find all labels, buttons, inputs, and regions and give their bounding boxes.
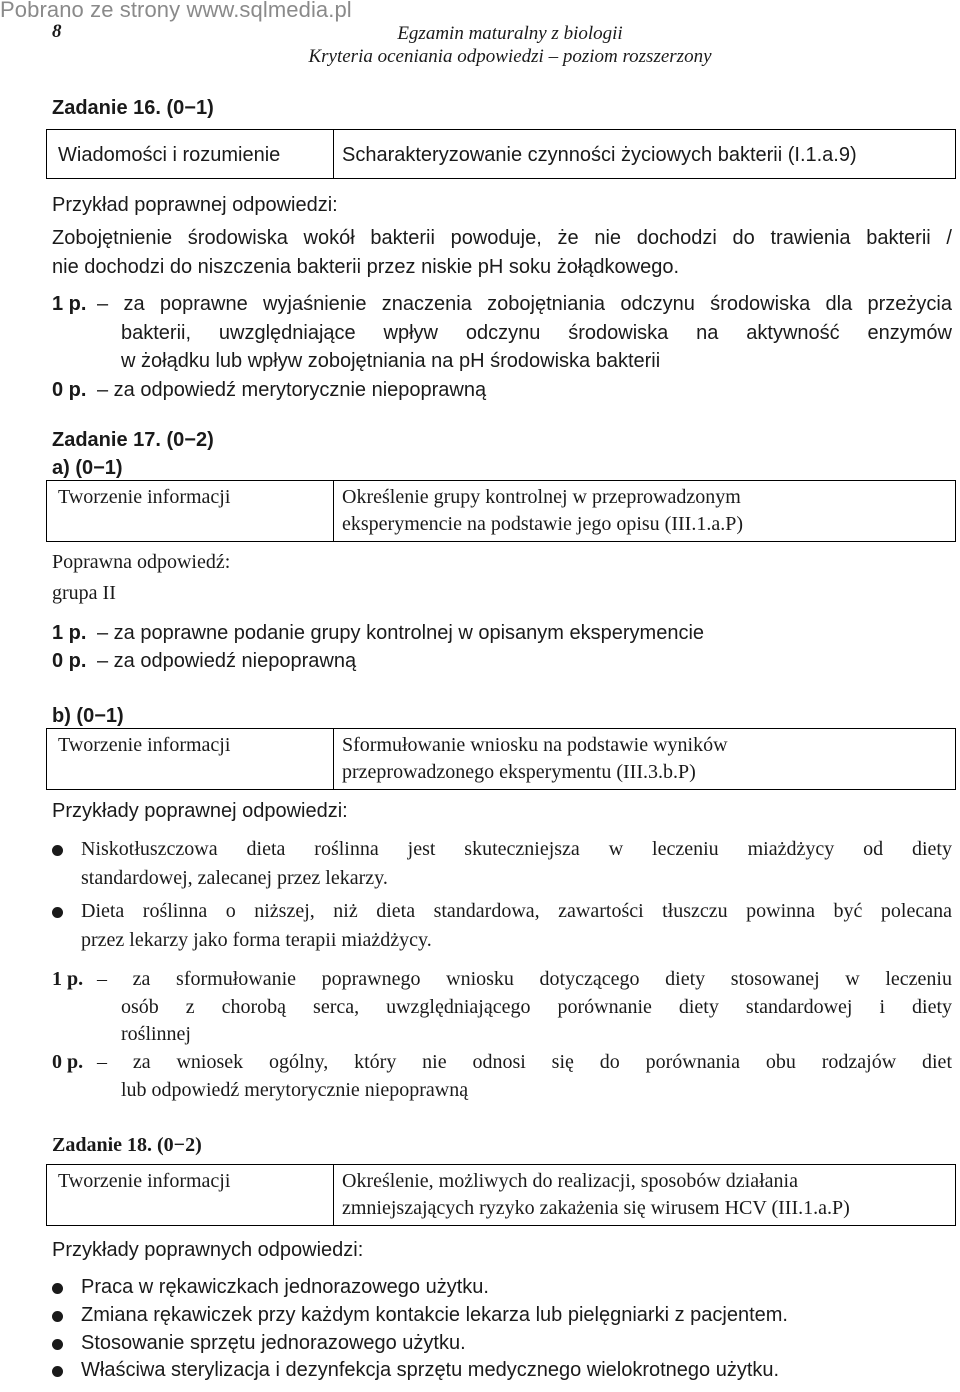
task-17b-requirement-line-2: przeprowadzonego eksperymentu (III.3.b.P): [342, 761, 696, 783]
task-17b-points-0-label: 0 p.: [52, 1051, 84, 1073]
task-17a-title: a) (0−1): [52, 457, 123, 479]
task-16-points-1-line-1: – za poprawne wyjaśnienie znaczenia zobojętniania odczynu środowiska dla przeżycia: [97, 293, 952, 315]
table-divider: [333, 129, 334, 179]
task-17b-examples-label: Przykłady poprawnej odpowiedzi:: [52, 800, 348, 822]
task-17b-points-1-label: 1 p.: [52, 968, 84, 990]
header-title: Egzamin maturalny z biologii: [397, 23, 623, 44]
task-17a-requirement-line-2: eksperymencie na podstawie jego opisu (III.1.a.P): [342, 513, 743, 535]
bullet-icon: [52, 1366, 63, 1377]
bullet-icon: [52, 907, 63, 918]
task-17b-points-1-line-2: osób z chorobą serca, uwzględniającego porównanie diety standardowej i diety: [121, 996, 952, 1018]
watermark: Pobrano ze strony www.sqlmedia.pl: [0, 0, 352, 22]
task-17b-points-1-line-3: roślinnej: [121, 1023, 191, 1045]
task-18-example-3: Stosowanie sprzętu jednorazowego użytku.: [81, 1332, 466, 1354]
task-17a-category: Tworzenie informacji: [58, 486, 231, 508]
page-number: 8: [52, 21, 62, 42]
task-16-points-0-text: – za odpowiedź merytorycznie niepoprawną: [97, 379, 487, 401]
table-divider: [333, 1164, 334, 1226]
task-17a-points-1-text: – za poprawne podanie grupy kontrolnej w opisanym eksperymencie: [97, 622, 705, 644]
task-17b-example-1-line-2: standardowej, zalecanej przez lekarzy.: [81, 867, 388, 889]
task-17b-category: Tworzenie informacji: [58, 734, 231, 756]
task-18-example-2: Zmiana rękawiczek przy każdym kontakcie lekarza lub pielęgniarki z pacjentem.: [81, 1304, 788, 1326]
task-17a-answer-label: Poprawna odpowiedź:: [52, 551, 231, 573]
task-17b-points-0-line-2: lub odpowiedź merytorycznie niepoprawną: [121, 1079, 469, 1101]
task-17b-example-2-line-1: Dieta roślinna o niższej, niż dieta standardowa, zawartości tłuszczu powinna być polecana: [81, 900, 952, 922]
task-17b-requirement-line-1: Sformułowanie wniosku na podstawie wyników: [342, 734, 728, 756]
task-16-points-1-label: 1 p.: [52, 293, 87, 315]
task-18-example-4: Właściwa sterylizacja i dezynfekcja sprzętu medycznego wielokrotnego użytku.: [81, 1359, 780, 1381]
task-17b-points-1-line-1: – za sformułowanie poprawnego wniosku dotyczącego diety stosowanej w leczeniu: [97, 968, 952, 990]
task-16-points-1-line-2: bakterii, uwzględniające wpływ odczynu środowiska na aktywność enzymów: [121, 322, 952, 344]
table-divider: [333, 480, 334, 542]
task-17b-example-1-line-1: Niskotłuszczowa dieta roślinna jest skuteczniejsza w leczeniu miażdżycy od diety: [81, 838, 952, 860]
task-17a-requirement-line-1: Określenie grupy kontrolnej w przeprowadzonym: [342, 486, 741, 508]
task-16-title: Zadanie 16. (0−1): [52, 97, 214, 119]
task-17a-points-0-text: – za odpowiedź niepoprawną: [97, 650, 357, 672]
task-18-requirement-line-1: Określenie, możliwych do realizacji, sposobów działania: [342, 1170, 798, 1192]
task-16-category: Wiadomości i rozumienie: [58, 144, 281, 166]
bullet-icon: [52, 1311, 63, 1322]
task-17b-points-0-line-1: – za wniosek ogólny, który nie odnosi się do porównania obu rodzajów diet: [97, 1051, 952, 1073]
task-17-title: Zadanie 17. (0−2): [52, 429, 214, 451]
task-16-points-1-line-3: w żołądku lub wpływ zobojętniania na pH środowiska bakterii: [121, 350, 661, 372]
task-16-points-0-label: 0 p.: [52, 379, 87, 401]
task-17a-answer: grupa II: [52, 582, 116, 604]
bullet-icon: [52, 1339, 63, 1350]
bullet-icon: [52, 845, 63, 856]
task-16-example-label: Przykład poprawnej odpowiedzi:: [52, 194, 338, 216]
task-18-category: Tworzenie informacji: [58, 1170, 231, 1192]
task-16-answer-line-2: nie dochodzi do niszczenia bakterii przez niskie pH soku żołądkowego.: [52, 256, 680, 278]
bullet-icon: [52, 1283, 63, 1294]
task-17a-points-0-label: 0 p.: [52, 650, 87, 672]
task-18-requirement-line-2: zmniejszających ryzyko zakażenia się wirusem HCV (III.1.a.P): [342, 1197, 850, 1219]
task-17b-title: b) (0−1): [52, 705, 124, 727]
task-18-title: Zadanie 18. (0−2): [52, 1134, 202, 1156]
table-divider: [333, 728, 334, 790]
task-16-answer-line-1: Zobojętnienie środowiska wokół bakterii powoduje, że nie dochodzi do trawienia bakterii /: [52, 227, 952, 249]
task-17b-example-2-line-2: przez lekarzy jako forma terapii miażdżycy.: [81, 929, 432, 951]
task-17a-points-1-label: 1 p.: [52, 622, 87, 644]
task-18-example-1: Praca w rękawiczkach jednorazowego użytku.: [81, 1276, 489, 1298]
task-16-requirement: Scharakteryzowanie czynności życiowych bakterii (I.1.a.9): [342, 144, 857, 166]
header-subtitle: Kryteria oceniania odpowiedzi – poziom rozszerzony: [308, 46, 712, 67]
task-18-examples-label: Przykłady poprawnych odpowiedzi:: [52, 1239, 364, 1261]
